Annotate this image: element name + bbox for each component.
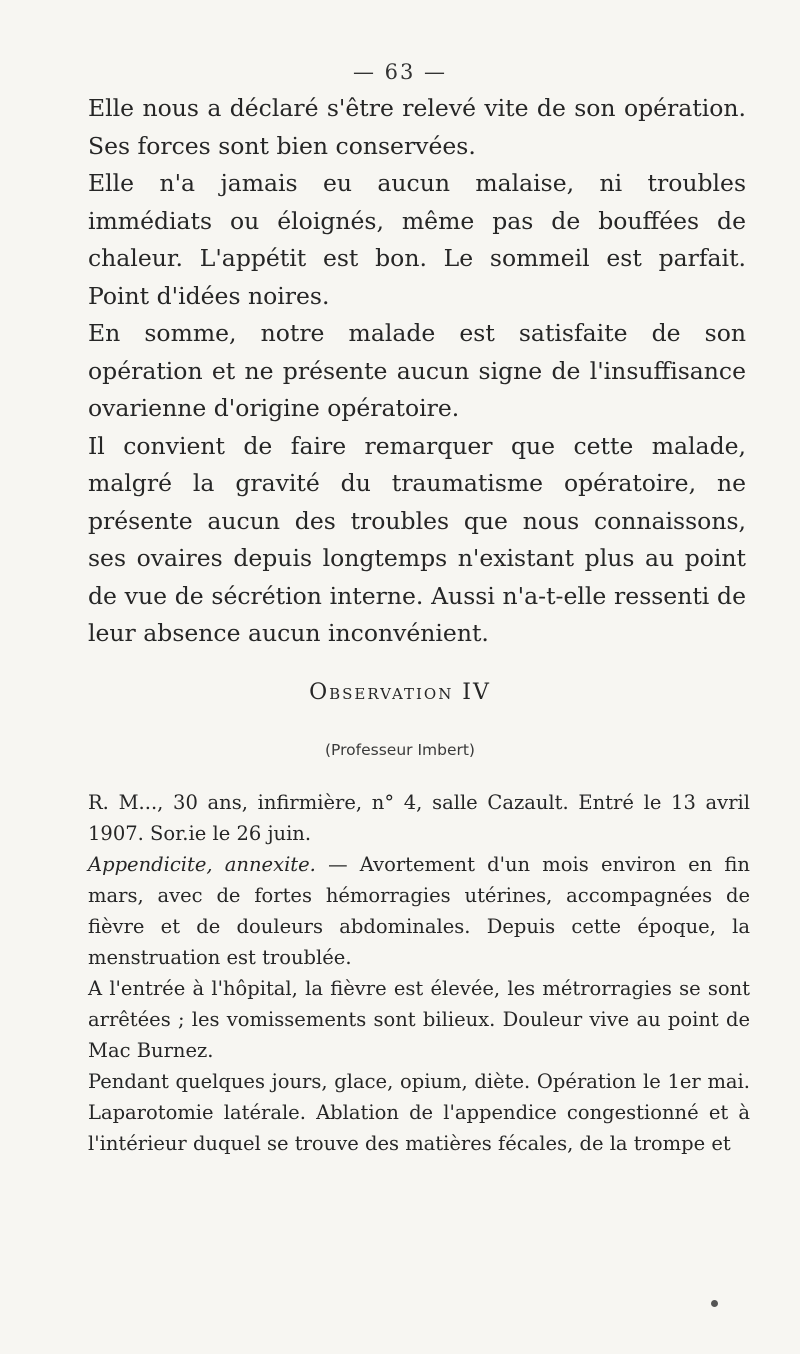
case-admission: A l'entrée à l'hôpital, la fièvre est élevée, les métrorragies se sont arrêtées ; les vomissements sont bilieux. Douleur vive au point de Mac Burnez. [88, 977, 750, 1062]
case-intro: R. M..., 30 ans, infirmière, n° 4, salle Cazault. Entré le 13 avril 1907. Sor.ie le 26 juin. [88, 791, 750, 845]
paragraph: Il convient de faire remarquer que cette malade, malgré la gravité du traumatisme opératoire, ne présente aucun des troubles que nous connaissons, ses ovaires depuis longtemps n'existant plus au point de vue de sécrétion interne. Aussi n'a-t-elle ressenti de leur absence aucun inconvénient. [88, 431, 746, 647]
observation-heading: Observation IV [309, 680, 491, 705]
paragraph: Elle n'a jamais eu aucun malaise, ni troubles immédiats ou éloignés, même pas de bouffées de chaleur. L'appétit est bon. Le sommeil est parfait. Point d'idées noires. [88, 169, 746, 310]
paragraph: En somme, notre malade est satisfaite de son opération et ne présente aucun signe de l'insuffisance ovarienne d'origine opératoire. [88, 319, 746, 422]
paragraph: Elle nous a déclaré s'être relevé vite de son opération. Ses forces sont bien conservées. [88, 94, 746, 160]
observation-author: (Professeur Imbert) [325, 741, 475, 759]
diagnosis-text: — Avortement d'un mois environ en fin mars, avec de fortes hémorragies utérines, accompagnées de fièvre et de douleurs abdominales. Depuis cette époque, la menstruation est troublée. [88, 853, 750, 969]
diagnosis-title: Appendicite, annexite. [88, 853, 316, 876]
case-treatment: Pendant quelques jours, glace, opium, diète. Opération le 1er mai. Laparotomie latérale. Ablation de l'appendice congestionné et à l'intérieur duquel se trouve des matières fécales, de la trompe et [88, 1070, 750, 1155]
case-diagnosis [88, 849, 750, 973]
page-number: — 63 — [352, 60, 448, 84]
ink-spot [711, 1300, 718, 1307]
case-report [88, 787, 750, 1159]
main-text [88, 90, 746, 653]
